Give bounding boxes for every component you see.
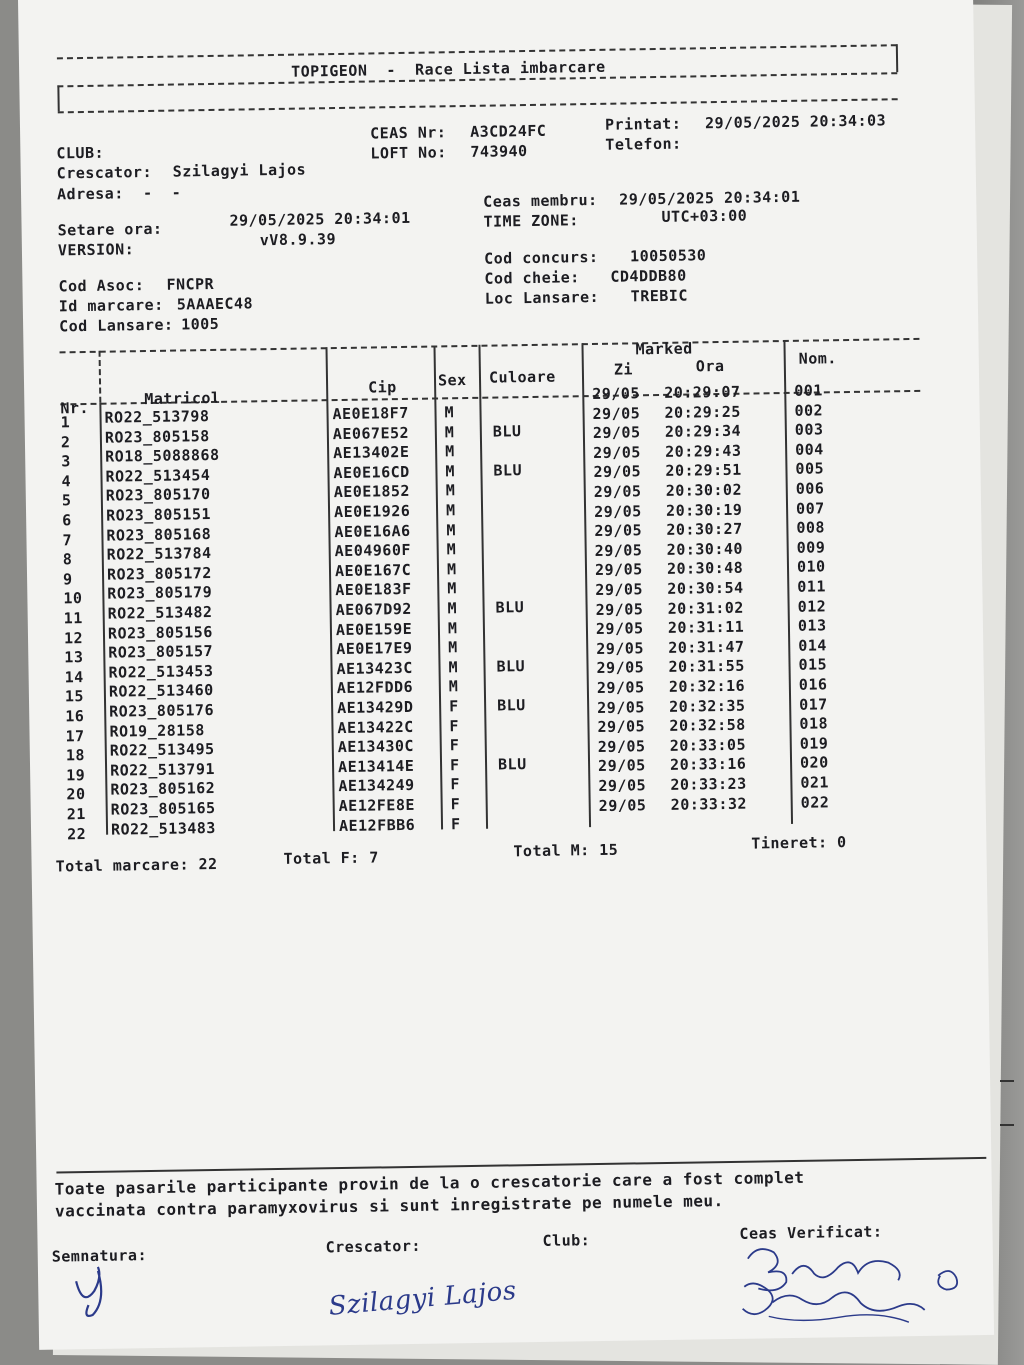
col-divider-nr (99, 351, 102, 403)
cell-sex: F (449, 716, 460, 735)
crescator-handwritten-signature: Szilagyi Lajos (327, 1275, 518, 1322)
cell-ora: 20:30:48 (666, 559, 744, 579)
page-title: TOPIGEON - Race Lista imbarcare (291, 57, 606, 81)
col-line-marked (783, 340, 793, 824)
cell-zi: 29/05 (592, 423, 641, 443)
semnatura-label: Semnatura: (51, 1246, 148, 1266)
cell-sex: F (449, 736, 460, 755)
cell-matricol: RO22_513482 (107, 603, 213, 623)
cell-sex: M (445, 461, 456, 481)
loft-no-value: 743940 (470, 142, 528, 161)
time-zone-label: TIME ZONE: (483, 211, 579, 231)
cell-zi: 29/05 (597, 737, 646, 756)
header-sex: Sex (437, 371, 467, 390)
cell-matricol: RO23_805162 (110, 779, 216, 800)
cell-ora: 20:30:02 (665, 480, 743, 500)
cod-lansare-value: 1005 (180, 314, 220, 334)
loft-no-label: LOFT No: (370, 143, 447, 163)
cell-nom: 012 (797, 596, 827, 616)
cell-sex: M (447, 579, 457, 598)
cell-nom: 020 (799, 753, 829, 773)
total-marcare: Total marcare: 22 (55, 854, 218, 876)
cell-sex: F (450, 814, 461, 833)
cell-nom: 015 (798, 655, 828, 675)
cell-sex: M (444, 403, 455, 422)
total-m: Total M: 15 (513, 840, 619, 861)
cell-culoare: BLU (496, 656, 526, 676)
cell-sex: M (447, 599, 458, 618)
cell-sex: M (448, 638, 458, 657)
cell-nr: 18 (65, 746, 86, 765)
cell-cip: AE0E18F7 (332, 403, 409, 424)
header-matricol: Matricol (144, 388, 221, 409)
cell-nr: 13 (64, 648, 84, 667)
ceas-membru-value: 29/05/2025 20:34:01 (619, 187, 801, 209)
cell-nr: 9 (62, 570, 73, 589)
cell-nom: 013 (797, 616, 827, 636)
cell-zi: 29/05 (595, 580, 644, 600)
crescator-value: Szilagyi Lajos (172, 160, 307, 181)
cod-cheie-label: Cod cheie: (484, 268, 580, 288)
cell-matricol: RO22_513798 (104, 407, 210, 427)
cell-nom: 003 (794, 420, 824, 440)
cell-ora: 20:31:11 (667, 617, 745, 638)
cell-nr: 17 (65, 726, 85, 745)
loc-lansare-value: TREBIC (630, 286, 689, 306)
cell-nr: 7 (62, 530, 73, 549)
cell-zi: 29/05 (592, 403, 641, 423)
cell-ora: 20:30:54 (667, 578, 744, 598)
document-page (18, 0, 994, 1350)
col-line-culoare (581, 343, 591, 827)
cell-nr: 4 (61, 472, 72, 491)
cell-sex: F (449, 755, 460, 775)
cell-ora: 20:33:32 (670, 794, 748, 814)
cell-zi: 29/05 (597, 717, 646, 737)
header-marked: Marked (635, 339, 693, 359)
cell-nom: 002 (794, 400, 824, 420)
cell-ora: 20:30:19 (665, 500, 743, 520)
adresa-label: Adresa: (56, 184, 124, 204)
cell-nr: 10 (63, 589, 83, 608)
cell-nom: 016 (798, 675, 828, 694)
cell-matricol: RO23_805157 (108, 642, 214, 662)
col-line-cip (433, 345, 443, 829)
statement-line-1: Toate pasarile participante provin de la o crescatorie care a fost complet (54, 1167, 805, 1199)
cell-zi: 29/05 (594, 541, 643, 560)
cell-nr: 1 (60, 413, 71, 432)
cell-cip: AE0E167C (334, 560, 412, 580)
total-f: Total F: 7 (283, 848, 379, 868)
cell-nom: 004 (795, 440, 824, 459)
cell-matricol: RO23_805158 (104, 426, 210, 447)
cell-nom: 011 (797, 577, 827, 596)
cell-matricol: RO23_805168 (106, 524, 212, 545)
cell-zi: 29/05 (594, 521, 643, 541)
cell-cip: AE0E1926 (333, 501, 411, 522)
cell-nom: 010 (796, 557, 826, 577)
cell-matricol: RO22_513453 (108, 661, 214, 682)
cell-zi: 29/05 (594, 560, 643, 580)
statement-line-2: vaccinata contra paramyxovirus si sunt inregistrate pe numele meu. (54, 1191, 724, 1221)
cell-matricol: RO23_805179 (107, 583, 213, 604)
cell-ora: 20:29:51 (665, 461, 742, 481)
cell-zi: 29/05 (596, 678, 645, 697)
cell-nr: 14 (64, 667, 84, 687)
cell-zi: 29/05 (596, 658, 645, 678)
col-line-sex (478, 345, 488, 829)
cell-zi: 29/05 (593, 462, 642, 482)
cell-cip: AE0E159E (335, 619, 413, 639)
cell-zi: 29/05 (593, 443, 641, 462)
club-signature-label: Club: (542, 1231, 591, 1250)
cell-nr: 21 (66, 805, 86, 824)
cell-sex: M (446, 540, 457, 559)
printat-label: Printat: (604, 114, 682, 134)
cell-cip: AE12FE8E (338, 795, 416, 816)
cell-matricol: RO23_805176 (109, 701, 215, 721)
header-culoare: Culoare (488, 367, 556, 387)
header-nr: Nr. (60, 398, 90, 418)
cell-nr: 22 (66, 824, 87, 843)
cell-matricol: RO22_513791 (109, 759, 216, 780)
cell-sex: M (444, 422, 455, 441)
id-marcare-value: 5AAAEC48 (176, 294, 254, 314)
header-right-border (896, 44, 898, 72)
cell-cip: AE134249 (338, 776, 415, 796)
cell-matricol: RO22_513784 (106, 544, 212, 564)
cell-nom: 008 (796, 518, 826, 538)
cell-nom: 009 (796, 538, 826, 557)
cell-culoare: BLU (497, 754, 527, 774)
header-cip: Cip (367, 378, 397, 397)
header-ora: Ora (695, 356, 725, 376)
edge-mark-1 (1000, 1080, 1014, 1082)
cell-nr: 15 (64, 687, 85, 706)
cell-culoare: BLU (497, 696, 526, 715)
cell-zi: 29/05 (595, 599, 644, 619)
cell-ora: 20:29:25 (664, 402, 741, 422)
telefon-label: Telefon: (605, 134, 682, 154)
cell-ora: 20:33:16 (669, 755, 747, 775)
cell-sex: M (448, 677, 459, 696)
cell-nr: 11 (63, 609, 83, 628)
cell-cip: AE13430C (337, 737, 415, 757)
cell-cip: AE067D92 (335, 599, 413, 620)
cell-nr: 5 (61, 491, 72, 510)
adresa-value: - - (142, 183, 182, 203)
cell-sex: M (448, 657, 459, 677)
table-top-rule (60, 338, 920, 354)
header-zi: Zi (613, 360, 634, 379)
cell-sex: M (445, 501, 456, 520)
edge-mark-2 (1000, 1124, 1014, 1126)
cell-matricol: RO23_805172 (106, 563, 213, 584)
cod-concurs-value: 10050530 (629, 246, 707, 266)
cod-lansare-label: Cod Lansare: (58, 315, 174, 336)
ceas-verificat-signature-graphic (728, 1235, 979, 1334)
cell-cip: AE12FBB6 (338, 815, 416, 835)
cell-ora: 20:32:16 (668, 676, 746, 696)
cell-ora: 20:33:05 (669, 735, 747, 755)
cell-ora: 20:31:47 (668, 637, 745, 657)
cell-matricol: RO23_805151 (105, 505, 212, 525)
cell-ora: 20:29:07 (664, 382, 741, 402)
cell-nom: 005 (795, 459, 825, 479)
cell-nr: 12 (63, 628, 84, 647)
cell-nom: 017 (799, 694, 828, 714)
header-nom: Nom. (798, 349, 837, 368)
cell-ora: 20:32:58 (669, 715, 746, 736)
cell-matricol: RO18_5088868 (105, 446, 220, 466)
cell-ora: 20:33:23 (670, 774, 747, 794)
cell-zi: 29/05 (592, 384, 641, 404)
cell-cip: AE0E17E9 (336, 639, 413, 659)
cell-nom: 021 (800, 773, 830, 792)
cell-zi: 29/05 (596, 639, 645, 658)
cell-nom: 022 (800, 792, 830, 812)
cell-nr: 6 (62, 511, 72, 530)
cell-nr: 16 (65, 707, 85, 726)
cell-zi: 29/05 (597, 697, 645, 717)
cell-matricol: RO23_805170 (105, 485, 211, 506)
cell-nr: 3 (61, 452, 71, 471)
cell-nr: 2 (60, 432, 71, 451)
cell-sex: F (450, 795, 461, 814)
cell-matricol: RO23_805156 (107, 622, 213, 643)
version-label: VERSION: (57, 240, 135, 260)
cell-ora: 20:30:40 (666, 539, 744, 559)
ceas-nr-value: A3CD24FC (469, 121, 547, 141)
club-label: CLUB: (56, 143, 105, 163)
setare-ora-label: Setare ora: (57, 219, 163, 240)
cell-nr: 8 (62, 550, 73, 569)
header-left-border (57, 85, 59, 111)
cell-matricol: RO22_513460 (108, 681, 214, 702)
cell-zi: 29/05 (597, 756, 646, 776)
cell-zi: 29/05 (593, 482, 642, 502)
cell-matricol: RO19_28158 (109, 720, 205, 741)
cell-culoare: BLU (492, 421, 522, 441)
cell-matricol: RO22_513483 (110, 818, 217, 839)
cell-zi: 29/05 (598, 795, 647, 815)
cell-matricol: RO22_513495 (109, 740, 215, 760)
loc-lansare-label: Loc Lansare: (484, 287, 600, 308)
cell-matricol: RO22_513454 (105, 465, 211, 486)
cell-zi: 29/05 (598, 776, 647, 795)
cell-cip: AE0E16CD (333, 462, 410, 482)
cell-matricol: RO23_805165 (110, 798, 216, 819)
cell-cip: AE12FDD6 (336, 678, 414, 698)
cell-nom: 014 (798, 636, 827, 655)
cell-nr: 19 (66, 765, 86, 785)
id-marcare-label: Id marcare: (58, 295, 164, 316)
semnatura-signature-graphic (68, 1260, 129, 1321)
crescator-signature-label: Crescator: (325, 1236, 422, 1257)
cell-nr: 20 (66, 785, 86, 804)
cell-culoare: BLU (493, 460, 523, 480)
cell-zi: 29/05 (595, 619, 644, 639)
cell-nom: 019 (799, 734, 829, 753)
cell-sex: M (445, 442, 455, 461)
header-top-rule (57, 44, 897, 59)
cell-ora: 20:31:02 (667, 598, 745, 618)
cell-sex: F (450, 775, 461, 794)
cell-cip: AE13414E (337, 756, 415, 776)
printat-value: 29/05/2025 20:34:03 (704, 111, 887, 133)
cell-nom: 018 (799, 714, 829, 734)
cell-cip: AE067E52 (332, 423, 410, 443)
cell-nom: 006 (795, 479, 825, 498)
setare-ora-value: 29/05/2025 20:34:01 (229, 208, 411, 230)
cod-asoc-value: FNCPR (166, 274, 215, 294)
tineret: Tineret: 0 (751, 833, 847, 853)
header-bottom-rule (58, 98, 898, 113)
cell-sex: M (447, 618, 458, 637)
cod-concurs-label: Cod concurs: (483, 247, 599, 268)
cell-cip: AE0E1852 (333, 482, 411, 502)
cell-nom: 001 (794, 381, 823, 400)
cell-cip: AE13423C (336, 658, 413, 678)
cell-cip: AE0E183F (335, 580, 412, 600)
cell-cip: AE13429D (337, 697, 414, 718)
ceas-verificat-label: Ceas Verificat: (739, 1222, 883, 1243)
ceas-nr-label: CEAS Nr: (369, 123, 447, 143)
cell-ora: 20:31:55 (668, 657, 745, 677)
cell-zi: 29/05 (593, 501, 642, 521)
cell-cip: AE04960F (334, 541, 412, 561)
cell-ora: 20:32:35 (669, 696, 746, 716)
version-value: vV8.9.39 (259, 230, 337, 250)
cell-ora: 20:29:34 (664, 421, 742, 442)
ceas-membru-label: Ceas membru: (483, 190, 598, 211)
cell-ora: 20:30:27 (666, 519, 743, 540)
cell-sex: M (445, 481, 456, 500)
cell-cip: AE0E16A6 (334, 521, 411, 541)
cell-nom: 007 (795, 498, 825, 518)
crescator-label: Crescator: (56, 162, 153, 183)
cell-culoare: BLU (495, 598, 525, 617)
cell-sex: F (449, 697, 459, 716)
cell-sex: M (446, 559, 457, 579)
time-zone-value: UTC+03:00 (661, 206, 748, 226)
cell-cip: AE13402E (333, 443, 410, 463)
cell-ora: 20:29:43 (665, 441, 742, 461)
cell-cip: AE13422C (337, 717, 414, 737)
cod-cheie-value: CD4DDB80 (610, 266, 687, 286)
footer-rule (56, 1157, 986, 1174)
cod-asoc-label: Cod Asoc: (58, 276, 145, 296)
cell-sex: M (446, 520, 457, 539)
